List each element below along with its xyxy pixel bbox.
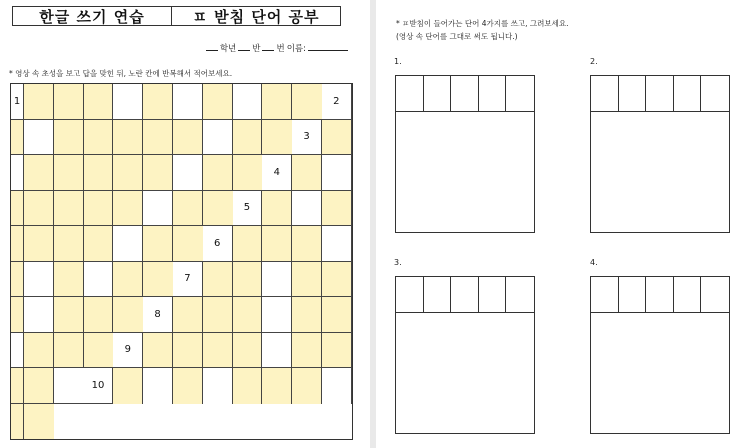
white-cell[interactable] (203, 120, 233, 156)
yellow-writing-cell[interactable] (11, 191, 24, 227)
yellow-writing-cell[interactable] (292, 333, 322, 369)
yellow-writing-cell[interactable] (233, 297, 263, 333)
white-cell[interactable] (113, 84, 143, 120)
yellow-writing-cell[interactable] (84, 84, 114, 120)
yellow-writing-cell[interactable] (143, 120, 173, 156)
yellow-writing-cell[interactable] (54, 84, 84, 120)
title-box (12, 6, 341, 26)
yellow-writing-cell[interactable] (113, 191, 143, 227)
yellow-writing-cell[interactable] (84, 120, 114, 156)
left-instruction: * 영상 속 초성을 보고 답을 맞힌 뒤, 노란 칸에 반복해서 적어보세요. (9, 69, 233, 78)
right-instruction-line1: * ㅍ받침이 들어가는 단어 4가지를 쓰고, 그려보세요. (396, 19, 569, 28)
yellow-writing-cell[interactable] (203, 297, 233, 333)
yellow-writing-cell[interactable] (84, 297, 114, 333)
white-cell[interactable] (292, 191, 322, 227)
yellow-writing-cell[interactable] (54, 226, 84, 262)
yellow-writing-cell[interactable] (54, 262, 84, 298)
drawing-area[interactable] (590, 313, 730, 434)
white-cell[interactable] (203, 368, 233, 404)
word-writing-row[interactable] (590, 276, 730, 313)
yellow-writing-cell[interactable] (173, 368, 203, 404)
row-number: 8 (143, 297, 173, 333)
row-number: 1 (11, 84, 24, 120)
yellow-writing-cell[interactable] (292, 262, 322, 298)
yellow-writing-cell[interactable] (54, 155, 84, 191)
yellow-writing-cell[interactable] (54, 297, 84, 333)
yellow-writing-cell[interactable] (233, 226, 263, 262)
yellow-writing-cell[interactable] (11, 226, 24, 262)
white-cell[interactable] (113, 226, 143, 262)
yellow-writing-cell[interactable] (233, 155, 263, 191)
yellow-writing-cell[interactable] (262, 226, 292, 262)
white-cell[interactable] (262, 333, 292, 369)
name-label: 이름: (286, 44, 306, 54)
white-cell[interactable] (24, 120, 54, 156)
yellow-writing-cell[interactable] (292, 368, 322, 404)
yellow-writing-cell[interactable] (11, 404, 24, 440)
number-blank[interactable] (262, 41, 274, 51)
yellow-writing-cell[interactable] (292, 155, 322, 191)
yellow-writing-cell[interactable] (203, 262, 233, 298)
yellow-writing-cell[interactable] (173, 297, 203, 333)
yellow-writing-cell[interactable] (322, 333, 352, 369)
box-number-4: 4. (590, 258, 598, 267)
yellow-writing-cell[interactable] (143, 84, 173, 120)
white-cell[interactable] (143, 368, 173, 404)
yellow-writing-cell[interactable] (84, 226, 114, 262)
yellow-writing-cell[interactable] (24, 404, 54, 440)
yellow-writing-cell[interactable] (24, 191, 54, 227)
white-cell[interactable] (173, 155, 203, 191)
white-cell[interactable] (262, 262, 292, 298)
yellow-writing-cell[interactable] (262, 191, 292, 227)
row-number: 4 (262, 155, 292, 191)
yellow-writing-cell[interactable] (54, 120, 84, 156)
yellow-writing-cell[interactable] (113, 297, 143, 333)
white-cell[interactable] (322, 226, 352, 262)
white-cell[interactable] (11, 333, 24, 369)
yellow-writing-cell[interactable] (113, 262, 143, 298)
yellow-writing-cell[interactable] (262, 368, 292, 404)
word-drawing-box-2[interactable] (590, 75, 730, 233)
box-number-2: 2. (590, 57, 598, 66)
yellow-writing-cell[interactable] (54, 191, 84, 227)
word-drawing-box-4[interactable] (590, 276, 730, 434)
yellow-writing-cell[interactable] (143, 155, 173, 191)
yellow-writing-cell[interactable] (24, 333, 54, 369)
word-writing-row[interactable] (590, 75, 730, 112)
worksheet-right-page (376, 0, 743, 448)
yellow-writing-cell[interactable] (113, 120, 143, 156)
yellow-writing-cell[interactable] (24, 226, 54, 262)
box-number-3: 3. (394, 258, 402, 267)
yellow-writing-cell[interactable] (11, 262, 24, 298)
yellow-writing-cell[interactable] (143, 333, 173, 369)
yellow-writing-cell[interactable] (233, 120, 263, 156)
white-cell[interactable] (322, 368, 352, 404)
name-blank[interactable] (308, 41, 348, 51)
yellow-writing-cell[interactable] (11, 368, 24, 404)
white-cell[interactable] (173, 84, 203, 120)
yellow-writing-cell[interactable] (292, 84, 322, 120)
white-cell[interactable] (84, 262, 114, 298)
yellow-writing-cell[interactable] (262, 84, 292, 120)
yellow-writing-cell[interactable] (233, 368, 263, 404)
row-number: 5 (233, 191, 263, 227)
yellow-writing-cell[interactable] (322, 191, 352, 227)
white-cell[interactable] (322, 155, 352, 191)
yellow-writing-cell[interactable] (203, 155, 233, 191)
yellow-writing-cell[interactable] (322, 297, 352, 333)
row-number: 6 (203, 226, 233, 262)
yellow-writing-cell[interactable] (173, 191, 203, 227)
yellow-writing-cell[interactable] (173, 226, 203, 262)
drawing-area[interactable] (395, 313, 535, 434)
yellow-writing-cell[interactable] (84, 155, 114, 191)
number-label: 번 (276, 44, 285, 54)
white-cell[interactable] (24, 297, 54, 333)
class-label: 반 (252, 44, 261, 54)
box-number-1: 1. (394, 57, 402, 66)
yellow-writing-cell[interactable] (143, 226, 173, 262)
yellow-writing-cell[interactable] (24, 155, 54, 191)
row-number: 7 (173, 262, 203, 298)
row-number: 9 (113, 333, 143, 369)
yellow-writing-cell[interactable] (203, 333, 233, 369)
white-cell[interactable] (24, 262, 54, 298)
yellow-writing-cell[interactable] (84, 333, 114, 369)
yellow-writing-cell[interactable] (173, 120, 203, 156)
yellow-writing-cell[interactable] (11, 120, 24, 156)
yellow-writing-cell[interactable] (292, 297, 322, 333)
yellow-writing-cell[interactable] (233, 262, 263, 298)
yellow-writing-cell[interactable] (233, 333, 263, 369)
yellow-writing-cell[interactable] (11, 297, 24, 333)
worksheet-left-page (0, 0, 370, 448)
student-info-line (206, 41, 348, 54)
yellow-writing-cell[interactable] (203, 191, 233, 227)
word-writing-row[interactable] (395, 276, 535, 313)
drawing-area[interactable] (395, 112, 535, 233)
white-cell[interactable] (143, 191, 173, 227)
white-cell[interactable] (11, 155, 24, 191)
yellow-writing-cell[interactable] (262, 120, 292, 156)
yellow-writing-cell[interactable] (292, 226, 322, 262)
drawing-area[interactable] (590, 112, 730, 233)
white-cell[interactable] (233, 84, 263, 120)
yellow-writing-cell[interactable] (24, 84, 54, 120)
class-blank[interactable] (238, 41, 250, 51)
word-drawing-box-1[interactable] (395, 75, 535, 233)
word-writing-row[interactable] (395, 75, 535, 112)
row-number: 3 (292, 120, 322, 156)
right-instruction (396, 17, 569, 43)
yellow-writing-cell[interactable] (143, 262, 173, 298)
right-instruction-line2: (영상 속 단어를 그대로 써도 됩니다.) (396, 32, 518, 41)
row-number: 10 (84, 368, 114, 404)
word-drawing-box-3[interactable] (395, 276, 535, 434)
yellow-writing-cell[interactable] (54, 333, 84, 369)
white-cell[interactable] (54, 368, 84, 404)
yellow-writing-cell[interactable] (322, 120, 352, 156)
row-number: 2 (322, 84, 352, 120)
yellow-writing-cell[interactable] (113, 368, 143, 404)
grade-blank[interactable] (206, 41, 218, 51)
yellow-writing-cell[interactable] (203, 84, 233, 120)
yellow-writing-cell[interactable] (173, 333, 203, 369)
yellow-writing-cell[interactable] (24, 368, 54, 404)
yellow-writing-cell[interactable] (322, 262, 352, 298)
grade-label: 학년 (219, 44, 237, 54)
white-cell[interactable] (262, 297, 292, 333)
worksheet-subtitle: ㅍ 받침 단어 공부 (192, 7, 320, 26)
yellow-writing-cell[interactable] (84, 191, 114, 227)
worksheet-title: 한글 쓰기 연습 (13, 7, 172, 25)
practice-grid (10, 83, 353, 440)
yellow-writing-cell[interactable] (113, 155, 143, 191)
